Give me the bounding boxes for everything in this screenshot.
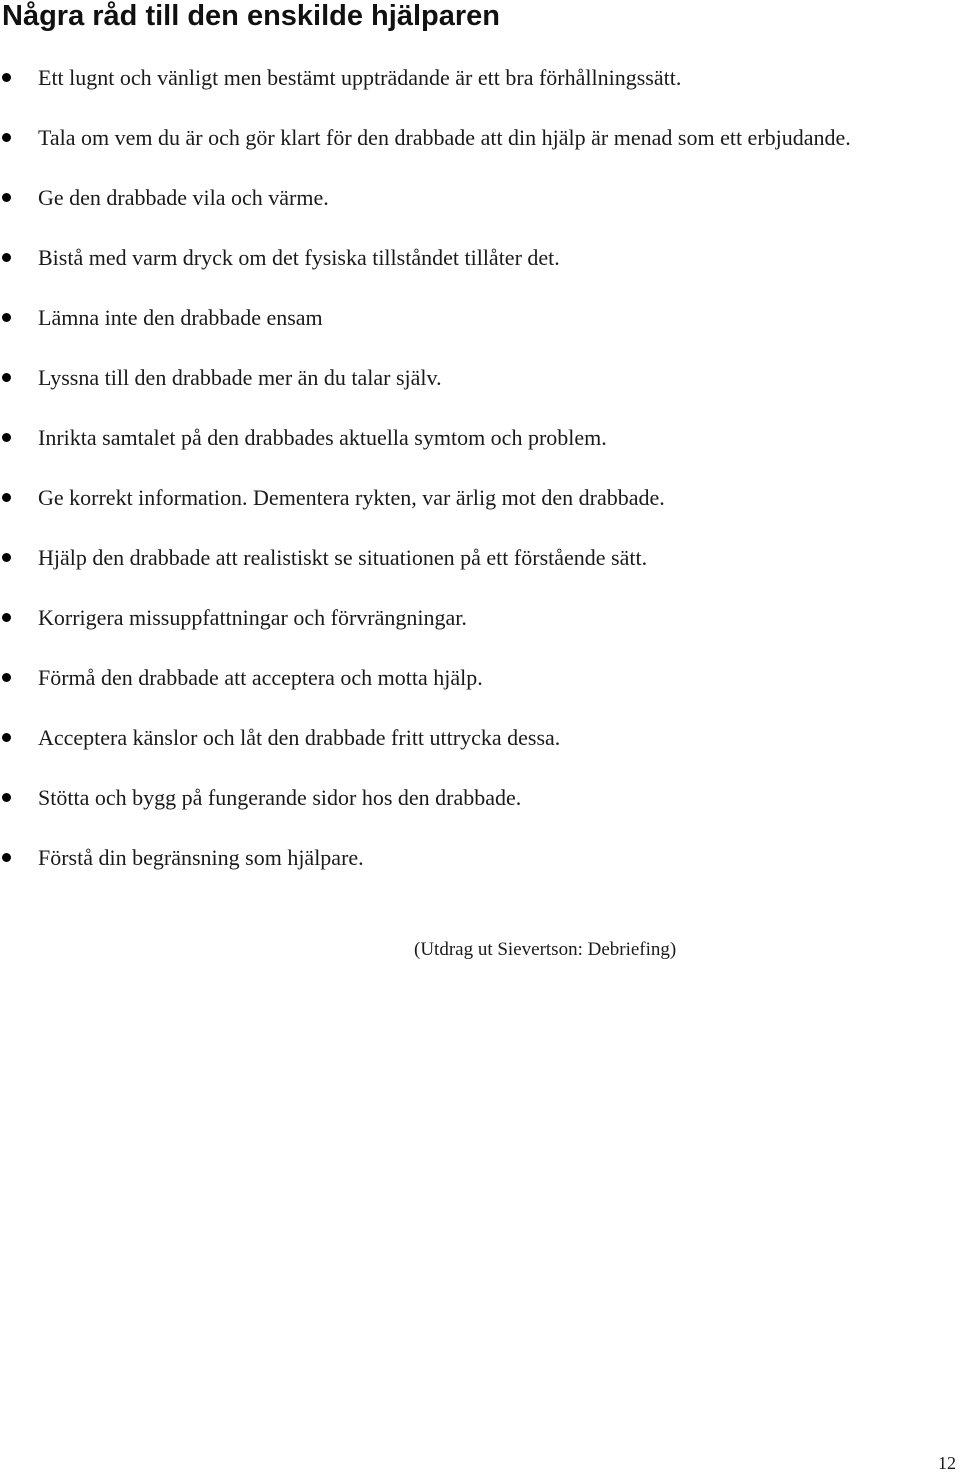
bullet-icon [2, 493, 11, 502]
page-title: Några råd till den enskilde hjälparen [2, 0, 500, 32]
list-item [0, 422, 900, 453]
page-number: 12 [938, 1453, 956, 1473]
list-item-text: Acceptera känslor och låt den drabbade fritt uttrycka dessa. [38, 725, 561, 750]
list-item [0, 62, 900, 93]
bullet-icon [2, 193, 11, 202]
list-item [0, 362, 900, 393]
list-item [0, 662, 900, 693]
bullet-icon [2, 313, 11, 322]
bullet-icon [2, 133, 11, 142]
list-item-text: Ett lugnt och vänligt men bestämt uppträdande är ett bra förhållningssätt. [38, 65, 682, 90]
list-item-text: Förmå den drabbade att acceptera och motta hjälp. [38, 665, 483, 690]
list-item-text: Lyssna till den drabbade mer än du talar själv. [38, 365, 442, 390]
list-item-text: Lämna inte den drabbade ensam [38, 305, 323, 330]
list-item-text: Förstå din begränsning som hjälpare. [38, 845, 364, 870]
bullet-icon [2, 853, 11, 862]
list-item [0, 302, 900, 333]
list-item-text: Tala om vem du är och gör klart för den drabbade att din hjälp är menad som ett erbjudande. [38, 125, 851, 150]
list-item [0, 122, 900, 153]
bullet-icon [2, 613, 11, 622]
bullet-icon [2, 673, 11, 682]
list-item-text: Hjälp den drabbade att realistiskt se situationen på ett förstående sätt. [38, 545, 648, 570]
bullet-icon [2, 553, 11, 562]
list-item-text: Ge den drabbade vila och värme. [38, 185, 329, 210]
list-item [0, 542, 900, 573]
list-item [0, 722, 900, 753]
list-item-text: Ge korrekt information. Dementera rykten, var ärlig mot den drabbade. [38, 485, 665, 510]
bullet-icon [2, 433, 11, 442]
list-item [0, 242, 900, 273]
list-item-text: Stötta och bygg på fungerande sidor hos den drabbade. [38, 785, 522, 810]
list-item [0, 602, 900, 633]
list-item [0, 782, 900, 813]
bullet-icon [2, 793, 11, 802]
bullet-icon [2, 253, 11, 262]
list-item-text: Bistå med varm dryck om det fysiska tillståndet tillåter det. [38, 245, 560, 270]
list-item [0, 842, 900, 873]
list-item [0, 182, 900, 213]
list-item [0, 482, 900, 513]
advice-list [0, 62, 900, 902]
bullet-icon [2, 733, 11, 742]
source-citation: (Utdrag ut Sievertson: Debriefing) [414, 939, 677, 960]
list-item-text: Korrigera missuppfattningar och förvrängningar. [38, 605, 467, 630]
bullet-icon [2, 373, 11, 382]
list-item-text: Inrikta samtalet på den drabbades aktuella symtom och problem. [38, 425, 607, 450]
bullet-icon [2, 73, 11, 82]
